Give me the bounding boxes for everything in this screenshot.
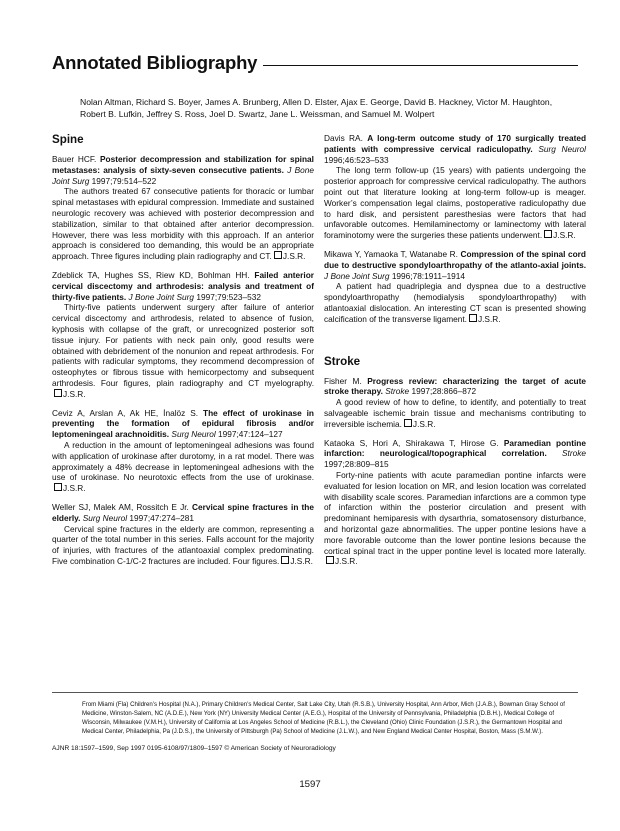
abstract-text: Cervical spine fractures in the elderly are common, representing a quarter of the total number in this series. Falls account for the majority of injuries, with fractures of the atlantoaxial complex predominating. Five combination C-1/C-2 fractures are included. Four figures. xyxy=(52,523,314,566)
reviewer-initials: J.S.R. xyxy=(335,556,358,567)
reviewer-initials: J.S.R. xyxy=(553,230,576,241)
entry-ref: 1997;47:274–281 xyxy=(129,512,194,523)
citation xyxy=(324,249,586,281)
entry-ref: 1997;28:809–815 xyxy=(324,459,389,470)
entry-title: Paramedian pontine infarction: neurological/topographical correlation. xyxy=(324,437,586,459)
entry-journal: J Bone Joint Surg xyxy=(324,270,390,281)
entry-ref: 1996;46:523–533 xyxy=(324,154,389,165)
bibliography-entry xyxy=(52,154,314,262)
end-box-icon xyxy=(544,230,552,238)
abstract-text: The long term follow-up (15 years) with patients undergoing the posterior approach for compressive cervical radiculopathy. The authors point out that literature looking at long-term follow-up is meager. Worker’s compensation legal claims, postoperative radiculopathy due to hard disk, and persistent paresthesias were factors that had unfavorable outcomes. Hemilaminectomy or laminectomy with lateral foraminotomy were the surgeries these patients underwent. xyxy=(324,165,586,241)
abstract-text: A good review of how to define, to identify, and potentially to treat salvageable ischemic brain tissue and mechanisms contributing to irreversible ischemia. xyxy=(324,397,586,429)
citation xyxy=(52,408,314,440)
entry-journal: J Bone Joint Surg xyxy=(128,291,195,302)
journal-citation-line: AJNR 18:1597–1599, Sep 1997 0195-6108/97/1809–1597 © American Society of Neuroradiology xyxy=(52,744,336,752)
section-heading-stroke: Stroke xyxy=(324,354,361,368)
abstract-text: Thirty-five patients underwent surgery after failure of anterior cervical discectomy and arthrodesis, related to absence of fusion, kyphosis with collapse of the graft, or unrecognized posterior soft tissue injury. For patients with neck pain only, good results were obtained with debridement of the nonunion and repeat arthrodesis. For patients with radicular symptoms, they recommend decompression of osteophytes or fibrous tissue with hemicorpectomy and subsequent arthrodesis. Four figures, plain radiography and CT myelography. xyxy=(52,302,314,388)
reviewer-initials: J.S.R. xyxy=(477,313,501,324)
end-box-icon xyxy=(274,251,282,259)
entry-title: Failed anterior cervical discectomy and arthrodesis: analysis and treatment of thirty-five patients. xyxy=(52,269,314,302)
reviewer-initials: J.S.R. xyxy=(63,388,86,399)
end-box-icon xyxy=(326,556,334,564)
entry-authors: Bauer HCF. xyxy=(52,154,97,164)
entry-title: A long-term outcome study of 170 surgically treated patients with compressive cervical radiculopathy. xyxy=(324,133,587,154)
author-list: Nolan Altman, Richard S. Boyer, James A. Brunberg, Allen D. Elster, Ajax E. George, David B. Hackney, Victor M. Haughton, Robert B. Lufkin, Jeffrey S. Ross, Joel D. Swartz, Jane L. Weissman, and Samuel M. Wolpert xyxy=(80,97,553,119)
end-box-icon xyxy=(54,389,62,397)
footer xyxy=(52,692,578,752)
entry-title: Posterior decompression and stabilization for spinal metastases: analysis of sixty-seven consecutive patients. xyxy=(52,154,314,175)
entry-abstract xyxy=(324,281,586,324)
entry-authors: Ceviz A, Arslan A, Ak HE, İnalöz S. xyxy=(52,407,199,418)
end-box-icon xyxy=(404,419,412,427)
bibliography-entry xyxy=(52,502,314,567)
title-row xyxy=(52,52,578,78)
entry-title: Compression of the spinal cord due to destructive spondyloarthropathy of the atlanto-axial joints. xyxy=(324,248,586,270)
entry-abstract xyxy=(324,470,586,567)
bibliography-entry xyxy=(52,270,314,400)
bibliography-entry xyxy=(324,249,586,325)
entry-authors: Kataoka S, Hori A, Shirakawa T, Hirose G. xyxy=(324,437,499,448)
entry-authors: Mikawa Y, Yamaoka T, Watanabe R. xyxy=(324,248,458,259)
citation xyxy=(324,438,586,470)
abstract-text: A reduction in the amount of leptomeningeal adhesions was found with application of urokinase after durotomy, in a rat model. There was approximately a 48% decrease in leptomeningeal adhesions with the use of urokinase. No neurotoxic effects from the use of urokinase. xyxy=(52,439,314,483)
page-number: 1597 xyxy=(299,779,321,790)
left-column xyxy=(52,133,314,575)
entry-ref: 1997;47:124–127 xyxy=(218,429,283,440)
section-heading-spine: Spine xyxy=(52,133,84,146)
entry-ref: 1996;78:1911–1914 xyxy=(391,270,466,281)
reviewer-initials: J.S.R. xyxy=(63,483,86,494)
entry-authors: Davis RA. xyxy=(324,133,363,143)
entry-ref: 1997;28:866–872 xyxy=(411,386,477,397)
entry-authors: Weller SJ, Malek AM, Rossitch E Jr. xyxy=(52,501,189,512)
entry-authors: Zdeblick TA, Hughes SS, Riew KD, Bohlman HH. xyxy=(52,269,250,280)
entry-ref: 1997;79:514–522 xyxy=(91,175,157,186)
page-title: Annotated Bibliography xyxy=(52,52,263,74)
entry-authors: Fisher M. xyxy=(324,375,362,386)
end-box-icon xyxy=(54,483,62,491)
bibliography-entry xyxy=(324,438,586,568)
citation xyxy=(52,270,314,302)
entry-abstract xyxy=(52,302,314,399)
entry-journal: Surg Neurol xyxy=(171,429,216,440)
entry-journal: J Bone Joint Surg xyxy=(52,164,314,186)
reviewer-initials: J.S.R. xyxy=(412,418,436,429)
bibliography-entry xyxy=(52,408,314,494)
entry-ref: 1997;79:523–532 xyxy=(196,291,261,302)
end-box-icon xyxy=(281,556,289,564)
bibliography-entry xyxy=(324,376,586,430)
citation xyxy=(324,376,586,398)
entry-journal: Stroke xyxy=(562,448,586,459)
entry-journal: Surg Neurol xyxy=(82,512,128,523)
reviewer-initials: J.S.R. xyxy=(290,555,313,566)
citation xyxy=(52,502,314,524)
citation xyxy=(52,154,314,186)
right-column xyxy=(324,133,586,575)
reviewer-initials: J.S.R. xyxy=(282,251,306,262)
entry-title: Progress review: characterizing the target of acute stroke therapy. xyxy=(324,375,587,397)
abstract-text: A patient had quadriplegia and dyspnea due to a destructive spondyloarthropathy (hemodialysis spondyloarthropathy) with atlantoaxial dislocation. An interesting CT scan is presented showing calcification of the transverse ligament. xyxy=(324,281,586,324)
entry-abstract xyxy=(324,397,586,429)
abstract-text: The authors treated 67 consecutive patients for thoracic or lumbar spinal metastases with epidural compression. Immediate and sustained neurologic recovery was achieved with posterior decompression and stabilization, similar to that obtained after anterior decompression. However, there was less morbidity with this approach. If an anterior approach is considered too demanding, this would be an appropriate approach. Three figures including plain radiography and CT. xyxy=(52,186,314,262)
bibliography-entry xyxy=(324,133,586,241)
abstract-text: Forty-nine patients with acute paramedian pontine infarcts were evaluated for lesion location on MR, and lesion location was correlated with disability scale scores. Paramedian infarctions are a common type of infarction within the posterior circulation and present with predominant hemiparesis with dysarthria, somatosensory disturbance, and horizontal gaze abnormalities. The upper pontine lesions have a more favorable outcome than the lower pontine lesions because the cortical spinal tract in the upper pontine level is located more laterally. xyxy=(324,469,586,556)
entry-abstract xyxy=(324,165,586,241)
affiliations-note: From Miami (Fla) Children’s Hospital (N.A.), Primary Children’s Medical Center, Salt Lake City, Utah (R.S.B.), University Hospital, Ann Arbor, Mich (J.A.B.), Bowman Gray School of Medicine, Winston-Salem, NC (A.D.E.), New York (NY) University Medical Center (A.E.G.), Hospital of the University of Pennsylvania, Philadelphia (D.B.H.), Medical College of Wisconsin, Milwaukee (V.M.H.), University of California at Los Angeles School of Medicine (R.B.L.), the Cleveland (Ohio) Clinic Foundation (J.S.R.), the Germantown Hospital and Medical Center, Philadelphia, Pa (J.D.S.), the University of Pittsburgh (Pa) School of Medicine (J.L.W.), and New England Medical Center Hospital, Boston, Mass (S.M.W.). xyxy=(82,701,565,735)
entry-abstract xyxy=(52,440,314,494)
entry-journal: Surg Neurol xyxy=(538,143,586,154)
end-box-icon xyxy=(469,314,477,322)
entry-abstract xyxy=(52,524,314,567)
citation xyxy=(324,133,586,165)
entry-title: The effect of urokinase in preventing the formation of epidural fibrosis and/or leptomeningeal arachnoiditis. xyxy=(52,407,314,440)
entry-journal: Stroke xyxy=(385,386,410,397)
entry-title: Cervical spine fractures in the elderly. xyxy=(52,501,314,523)
entry-abstract xyxy=(52,186,314,262)
